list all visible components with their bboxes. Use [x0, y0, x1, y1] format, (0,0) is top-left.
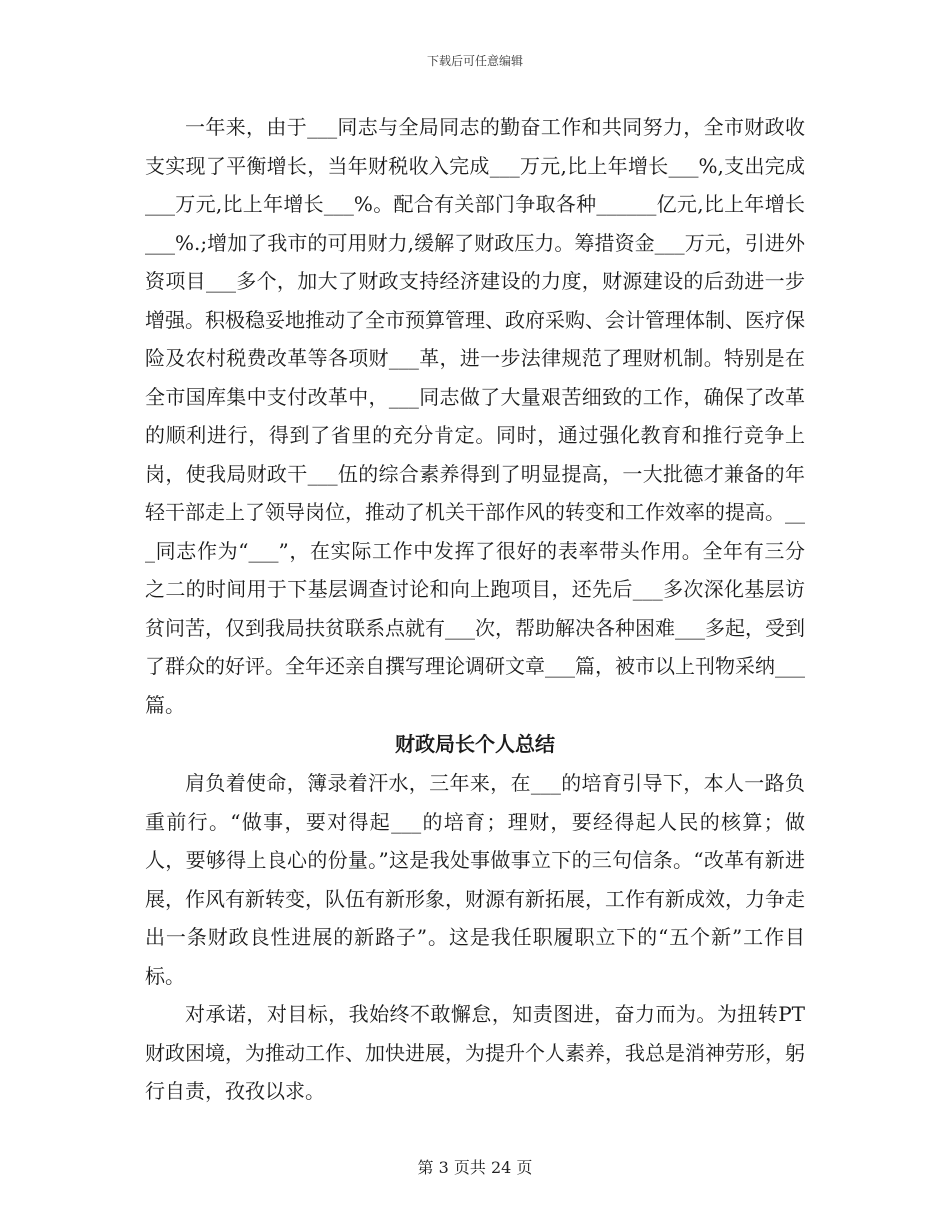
page-header-note: 下载后可任意编辑 — [426, 54, 523, 68]
body-paragraph-2: 肩负着使命，簿录着汗水，三年来，在___的培育引导下，本人一路负重前行。“做事，要对得起___的培育；理财，要经得起人民的核算；做人，要够得上良心的份量。”这是我处事做事立下的三句信条。“改革有新进展，作风有新转变，队伍有新形象，财源有新拓展，工作有新成效，力争走出一条财政良性进展的新路子”。这是我任职履职立下的“五个新”工作目标。 — [145, 771, 805, 988]
body-paragraph-3: 对承诺，对目标，我始终不敢懈怠，知责图进，奋力而为。为扭转PT财政困境，为推动工作、加快进展，为提升个人素养，我总是消神劳形，躬行自责，孜孜以求。 — [145, 1002, 805, 1103]
body-paragraph-1: 一年来，由于___同志与全局同志的勤奋工作和共同努力，全市财政收支实现了平衡增长，当年财税收入完成___万元,比上年增长___%,支出完成___万元,比上年增长___%。配合有关部门争取各种______亿元,比上年增长___%.;增加了我市的可用财力,缓解了财政压力。筹措资金___万元，引进外资项目___多个，加大了财政支持经济建设的力度，财源建设的后劲进一步增强。积极稳妥地推动了全市预算管理、政府采购、会计管理体制、医疗保险及农村税费改革等各项财___革，进一步法律规范了理财机制。特别是在全市国库集中支付改革中，___同志做了大量艰苦细致的工作，确保了改革的顺利进行，得到了省里的充分肯定。同时，通过强化教育和推行竞争上岗，使我局财政干___伍的综合素养得到了明显提高，一大批德才兼备的年轻干部走上了领导岗位，推动了机关干部作风的转变和工作效率的提高。___同志作为“___”，在实际工作中发挥了很好的表率带头作用。全年有三分之二的时间用于下基层调查讨论和向上跑项目，还先后___多次深化基层访贫问苦，仅到我局扶贫联系点就有___次，帮助解决各种困难___多起，受到了群众的好评。全年还亲自撰写理论调研文章___篇，被市以上刊物采纳___篇。 — [145, 115, 805, 717]
page-number: 第 3 页共 24 页 — [417, 1158, 533, 1177]
section-title: 财政局长个人总结 — [395, 732, 555, 756]
document-body — [145, 108, 805, 1111]
